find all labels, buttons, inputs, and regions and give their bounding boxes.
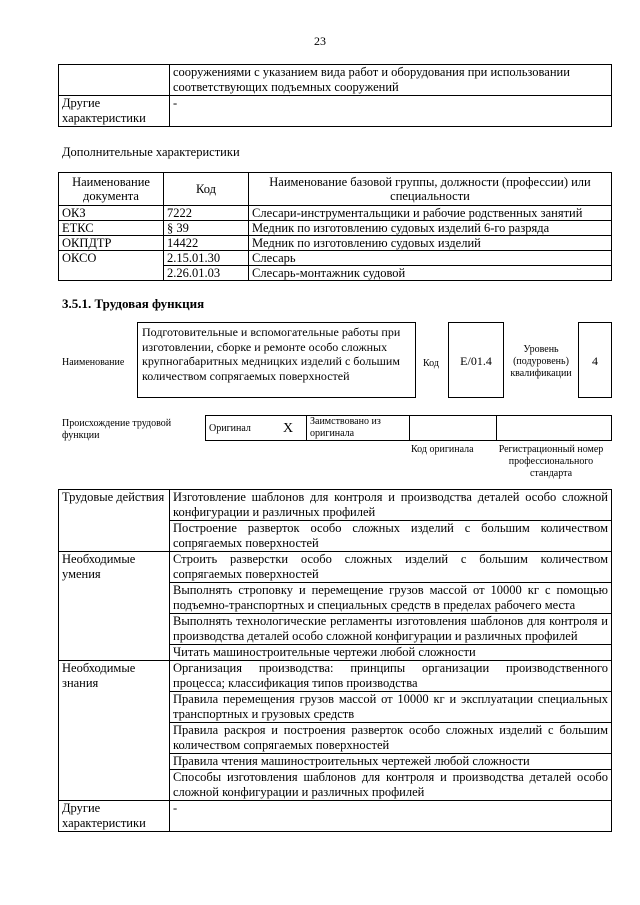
page-number: 23 — [314, 34, 326, 48]
additional-heading: Дополнительные характеристики — [62, 145, 240, 159]
header-name: Наименование базовой группы, должности (профессии) или специальности — [249, 173, 612, 206]
top-table — [58, 64, 612, 127]
other-characteristics-label: Другие характеристики — [59, 96, 170, 127]
table-row: ОКСО 2.15.01.30 Слесарь — [59, 251, 612, 266]
name-label: Наименование — [62, 357, 125, 368]
skills-label: Необходимые умения — [59, 552, 170, 661]
other-value: - — [170, 801, 612, 832]
borrowed-label: Заимствовано из оригинала — [307, 416, 410, 441]
level-value: 4 — [578, 322, 612, 398]
table-row: ОКЗ 7222 Слесари-инструментальщики и рабочие родственных занятий — [59, 206, 612, 221]
reg-number-label: Регистрационный номер профессионального стандарта — [498, 444, 604, 479]
header-code: Код — [164, 173, 249, 206]
additional-table — [58, 172, 612, 281]
list-item: Построение разверток особо сложных изделий с большим количеством сопрягаемых поверхностей — [170, 521, 612, 552]
code-label: Код — [423, 358, 439, 369]
list-item: Правила чтения машиностроительных чертежей любой сложности — [170, 754, 612, 770]
table-row: 2.26.01.03 Слесарь-монтажник судовой — [59, 266, 612, 281]
other-characteristics-value: - — [170, 96, 612, 127]
top-table-cell: сооружениями с указанием вида работ и оборудования при использовании соответствующих подъемных сооружений — [170, 65, 612, 96]
function-code: E/01.4 — [448, 322, 504, 398]
list-item: Способы изготовления шаблонов для контроля и производства деталей особо сложной конфигурации и различных профилей — [170, 770, 612, 801]
level-label: Уровень (подуровень) квалификации — [510, 344, 572, 379]
table-row: ЕТКС § 39 Медник по изготовлению судовых изделий 6-го разряда — [59, 221, 612, 236]
actions-label: Трудовые действия — [59, 490, 170, 552]
header-doc: Наименование документа — [59, 173, 164, 206]
main-table — [58, 489, 612, 832]
original-label: Оригинал — [206, 416, 271, 441]
code-original-label: Код оригинала — [411, 444, 474, 455]
list-item: Выполнять строповку и перемещение грузов массой от 10000 кг с помощью подъемно-транспортных и специальных средств в пределах рабочего места — [170, 583, 612, 614]
origin-table — [205, 415, 612, 441]
knowledge-label: Необходимые знания — [59, 661, 170, 801]
other-label: Другие характеристики — [59, 801, 170, 832]
list-item: Правила раскроя и построения разверток особо сложных изделий с большим количеством сопрягаемых поверхностей — [170, 723, 612, 754]
list-item: Правила перемещения грузов массой от 10000 кг и эксплуатации специальных транспортных и грузовых средств — [170, 692, 612, 723]
list-item: Строить разверстки особо сложных изделий с большим количеством сопрягаемых поверхностей — [170, 552, 612, 583]
origin-label: Происхождение трудовой функции — [62, 418, 172, 441]
list-item: Организация производства: принципы организации производственного процесса; классификация типов производства — [170, 661, 612, 692]
function-title: 3.5.1. Трудовая функция — [62, 296, 205, 311]
original-mark: X — [270, 416, 307, 441]
table-row: ОКПДТР 14422 Медник по изготовлению судовых изделий — [59, 236, 612, 251]
list-item: Читать машиностроительные чертежи любой сложности — [170, 645, 612, 661]
function-name: Подготовительные и вспомогательные работы при изготовлении, сборке и ремонте особо сложных крупногабаритных медницких изделий с большим количеством сопрягаемых поверхностей — [137, 322, 416, 398]
list-item: Изготовление шаблонов для контроля и производства деталей особо сложной конфигурации и различных профилей — [170, 490, 612, 521]
list-item: Выполнять технологические регламенты изготовления шаблонов для контроля и производства деталей особо сложной конфигурации и различных профилей — [170, 614, 612, 645]
